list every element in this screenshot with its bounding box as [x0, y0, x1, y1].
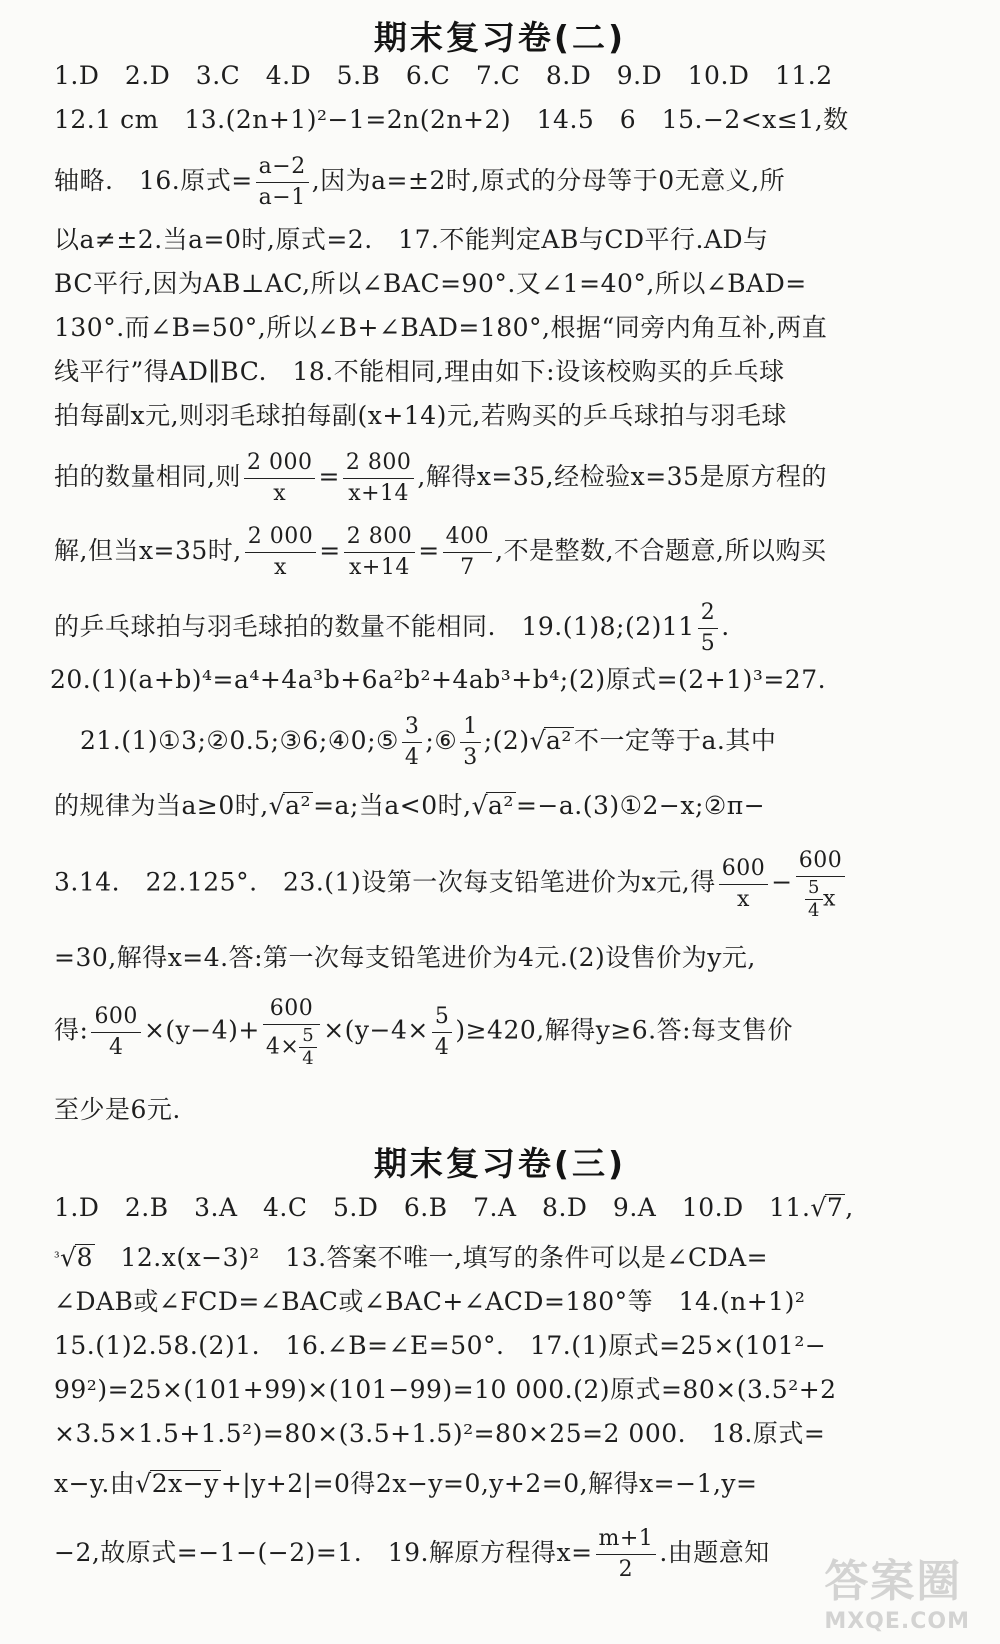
text-line [54, 790, 954, 822]
fraction-numerator: 400 [443, 522, 493, 553]
line-text: =−a.(3)①2−x;②π− [515, 791, 766, 820]
text-line [54, 1094, 954, 1126]
line-text: x−y.由 [54, 1469, 136, 1498]
line-text: 线平行”得AD∥BC. 18.不能相同,理由如下:设该校购买的乒乓球 [54, 357, 785, 386]
fraction [344, 522, 415, 583]
fraction-numerator: 2 800 [343, 448, 414, 479]
radicand: a² [285, 791, 312, 820]
fraction-numerator: 5 [299, 1025, 317, 1048]
text-line [54, 942, 954, 974]
fraction-numerator: 2 000 [245, 522, 316, 553]
radical-sign: √ [60, 1243, 77, 1272]
fraction [263, 994, 320, 1070]
fraction-numerator: 600 [719, 854, 769, 885]
watermark-url: MXQE.COM [824, 1609, 970, 1634]
line-text: 21.(1)①3;②0.5;③6;④0;⑤ [80, 726, 399, 755]
text-line [54, 152, 954, 213]
text-line [54, 1330, 954, 1362]
line-text: = [318, 462, 340, 491]
fraction-numerator: 5 [432, 1002, 453, 1033]
fraction-numerator: 2 000 [244, 448, 315, 479]
fraction-numerator: 600 [263, 994, 320, 1025]
text-line [54, 224, 954, 256]
fraction-numerator: 5 [805, 877, 823, 900]
text-line [54, 356, 954, 388]
line-text: 15.(1)2.58.(2)1. 16.∠B=∠E=50°. 17.(1)原式=25×(101²− [54, 1331, 827, 1360]
radical-sign: √ [529, 726, 547, 755]
line-text: , [845, 1193, 854, 1222]
line-text: =30,解得x=4.答:第一次每支铅笔进价为4元.(2)设售价为y元, [54, 943, 756, 972]
radicand: a² [546, 726, 572, 755]
radicand: 7 [826, 1193, 844, 1222]
fraction-denominator [796, 877, 846, 922]
line-text: ×(y−4)+ [143, 1015, 260, 1045]
line-text: ,解得x=35,经检验x=35是原方程的 [417, 462, 827, 491]
line-text: 20.(1)(a+b)⁴=a⁴+4a³b+6a²b²+4ab³+b⁴;(2)原式=(2+1)³=27. [50, 665, 827, 694]
text-line [54, 1524, 954, 1585]
text-line [54, 1418, 954, 1450]
fraction [443, 522, 493, 583]
line-text: 拍每副x元,则羽毛球拍每副(x+14)元,若购买的乒乓球拍与羽毛球 [54, 401, 787, 430]
line-text: ×3.5×1.5+1.5²)=80×(3.5+1.5)²=80×25=2 000. 18.原式= [54, 1419, 826, 1448]
line-text: 12.1 cm 13.(2n+1)²−1=2n(2n+2) 14.5 6 15.−2<x≤1,数 [54, 105, 849, 134]
fraction [698, 598, 719, 659]
line-text: )≥420,解得y≥6.答:每支售价 [455, 1015, 794, 1045]
text-line [54, 522, 954, 583]
fraction [719, 854, 769, 915]
radicand: 8 [76, 1243, 93, 1272]
text-line [54, 400, 954, 432]
fraction-denominator: x+14 [348, 481, 410, 506]
fraction-numerator: 1 [460, 712, 481, 743]
line-text: 1.D 2.D 3.C 4.D 5.B 6.C 7.C 8.D 9.D 10.D 11.2 [54, 61, 833, 90]
fraction [244, 448, 315, 509]
fraction [432, 1002, 453, 1063]
fraction-denominator: x [273, 481, 287, 506]
text-line [54, 1192, 954, 1224]
line-text: −2,故原式=−1−(−2)=1. 19.解原方程得x= [54, 1538, 593, 1567]
fraction [796, 846, 846, 922]
fraction-numerator: 2 [698, 598, 719, 629]
line-text: = [418, 536, 440, 565]
line-text: 轴略. 16.原式= [54, 166, 253, 195]
fraction-numerator: a−2 [256, 152, 309, 183]
fraction-numerator: m+1 [596, 1524, 657, 1555]
line-text: =a;当a<0时, [313, 791, 472, 820]
fraction [343, 448, 414, 509]
fraction [245, 522, 316, 583]
fraction-denominator: 3 [463, 745, 478, 770]
line-text: ;⑥ [425, 726, 458, 755]
line-text: 的乒乓球拍与羽毛球拍的数量不能相同. 19.(1)8;(2)11 [54, 612, 695, 641]
fraction-denominator: 4 [434, 1034, 450, 1060]
line-text: 1.D 2.B 3.A 4.C 5.D 6.B 7.A 8.D 9.A 10.D 11. [54, 1193, 811, 1222]
fraction-denominator: x [737, 886, 750, 912]
fraction-numerator: 2 800 [344, 522, 415, 553]
fraction-denominator: 4 [108, 1034, 124, 1060]
fraction [256, 152, 309, 213]
line-text: +|y+2|=0得2x−y=0,y+2=0,解得x=−1,y= [220, 1469, 758, 1498]
watermark-logo [824, 1545, 970, 1634]
fraction-denominator: a−1 [258, 185, 306, 210]
line-text: 拍的数量相同,则 [54, 462, 241, 491]
line-text: 不一定等于a.其中 [573, 726, 777, 755]
radical-sign: √ [135, 1469, 152, 1498]
radicand: a² [488, 791, 514, 820]
radical-sign: √ [810, 1193, 827, 1222]
fraction-denominator: x [274, 555, 287, 580]
fraction-denominator [263, 1025, 320, 1070]
text-line [54, 994, 954, 1070]
fraction [596, 1524, 657, 1585]
radical-sign: √ [268, 791, 286, 820]
line-text: 的规律为当a≥0时, [54, 791, 269, 820]
text-line [54, 1374, 954, 1406]
line-text: 99²)=25×(101+99)×(101−99)=10 000.(2)原式=80×(3.5²+2 [54, 1375, 837, 1404]
line-text: 4× [265, 1034, 300, 1060]
line-text: ,不是整数,不合题意,所以购买 [495, 536, 827, 565]
fraction-denominator: 4 [404, 745, 420, 770]
fraction-numerator: 600 [91, 1002, 141, 1033]
line-text: 解,但当x=35时, [54, 536, 242, 565]
radical-sign: √ [471, 791, 489, 820]
line-text: 12.x(x−3)² 13.答案不唯一,填写的条件可以是∠CDA= [94, 1243, 769, 1272]
text-line [54, 1286, 954, 1318]
section-title-3: 期末复习卷(三) [373, 1144, 627, 1183]
fraction-denominator: 7 [460, 555, 475, 580]
text-line [80, 712, 980, 773]
root-index: ³ [54, 1250, 61, 1266]
line-text: ×(y−4× [323, 1015, 429, 1045]
line-text: 得: [54, 1015, 89, 1045]
watermark-text: 答案圈 [824, 1556, 963, 1607]
line-text: x [822, 886, 836, 912]
line-text: 以a≠±2.当a=0时,原式=2. 17.不能判定AB与CD平行.AD与 [54, 225, 769, 254]
fraction-denominator: 4 [302, 1048, 315, 1069]
line-text: = [319, 536, 341, 565]
fraction [460, 712, 481, 773]
text-line [54, 598, 954, 659]
nested-fraction [805, 877, 823, 922]
fraction [91, 1002, 141, 1063]
nested-fraction [299, 1025, 317, 1070]
text-line [54, 1242, 954, 1274]
fraction-numerator: 600 [796, 846, 846, 877]
text-line [50, 664, 950, 696]
text-line [54, 268, 954, 300]
fraction-denominator: 2 [618, 1557, 634, 1582]
line-text: 130°.而∠B=50°,所以∠B+∠BAD=180°,根据“同旁内角互补,两直 [54, 313, 828, 342]
line-text: − [771, 867, 793, 897]
text-line [54, 846, 954, 922]
fraction-denominator: 5 [700, 631, 716, 656]
line-text: ,因为a=±2时,原式的分母等于0无意义,所 [311, 166, 786, 195]
fraction [402, 712, 423, 773]
section-title-2: 期末复习卷(二) [373, 18, 627, 57]
text-line [54, 1468, 954, 1500]
line-text: BC平行,因为AB⊥AC,所以∠BAC=90°.又∠1=40°,所以∠BAD= [54, 269, 807, 298]
line-text: 3.14. 22.125°. 23.(1)设第一次每支铅笔进价为x元,得 [54, 867, 716, 897]
text-line [54, 312, 954, 344]
line-text: .由题意知 [659, 1538, 770, 1567]
radicand: 2x−y [151, 1469, 219, 1498]
line-text: 至少是6元. [54, 1095, 181, 1124]
fraction-denominator: 4 [808, 900, 820, 921]
fraction-denominator: x+14 [349, 555, 410, 580]
text-line [54, 104, 954, 136]
text-line [54, 60, 954, 92]
text-line [54, 448, 954, 509]
line-text: . [721, 612, 730, 641]
line-text: ∠DAB或∠FCD=∠BAC或∠BAC+∠ACD=180°等 14.(n+1)² [54, 1287, 806, 1316]
fraction-numerator: 3 [402, 712, 423, 743]
line-text: ;(2) [483, 726, 530, 755]
